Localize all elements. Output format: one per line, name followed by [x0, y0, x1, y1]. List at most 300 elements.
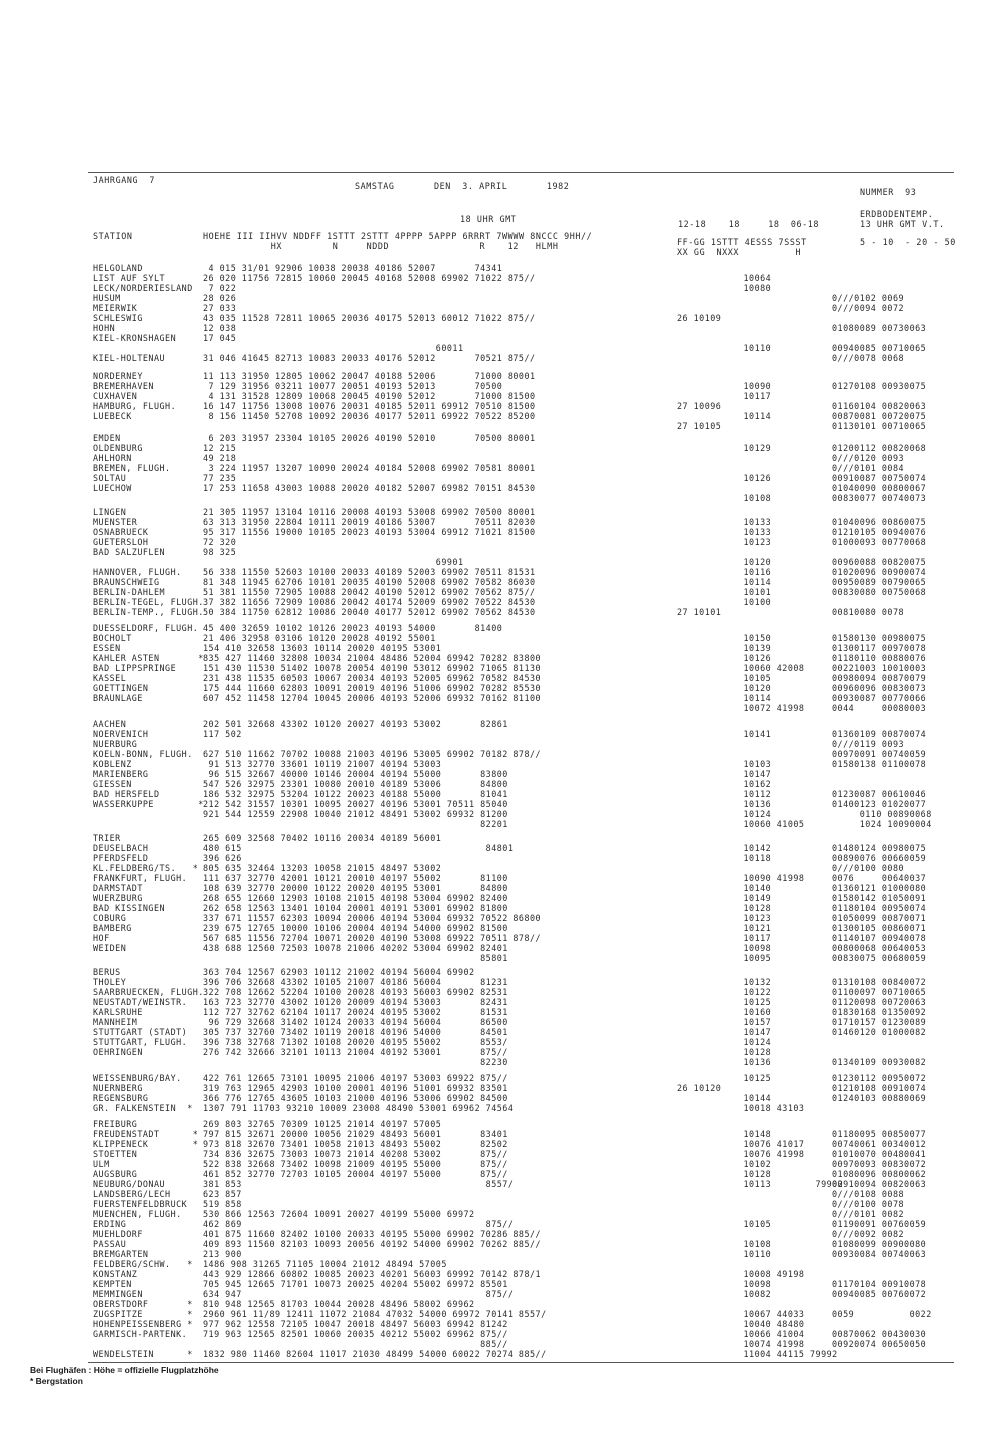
daily-extremes: 10140: [677, 883, 772, 893]
soil-temperature: 00970091 00740059: [832, 749, 927, 759]
station-name: SOLTAU: [93, 473, 127, 483]
synop-data: 98 325: [203, 547, 237, 557]
synop-data: 51 381 11550 72905 10088 20042 40190 52012 69902 70562 875//: [203, 587, 536, 597]
soil-temperature: 01240103 00880069: [832, 1093, 927, 1103]
station-name: ZUGSPITZE *: [93, 1309, 193, 1319]
station-name: MEIERWIK: [93, 303, 138, 313]
station-name: EMDEN: [93, 433, 121, 443]
synop-data: 175 444 11660 62803 10091 20019 40196 51006 69902 70282 85530: [203, 683, 542, 693]
soil-temperature: 00970093 00830072: [832, 1159, 927, 1169]
right-columns-header-1: FF-GG 1STTT 4ESSS 7SSST: [677, 237, 807, 247]
soil-temperature: 01080096 00800062: [832, 1169, 927, 1179]
daily-extremes: 10122: [677, 987, 772, 997]
soil-temperature: 0110 00890068: [832, 809, 932, 819]
daily-extremes: 10105: [677, 1219, 772, 1229]
daily-extremes: 10142: [677, 843, 772, 853]
synop-data: 21 406 32958 03106 10120 20028 40192 55001: [203, 633, 436, 643]
soil-temperature: 0///0094 0072: [832, 303, 905, 313]
station-name: BAD SALZUFLEN: [93, 547, 166, 557]
synop-data: 151 430 11530 51402 10078 20054 40190 53012 69902 71065 81130: [203, 663, 542, 673]
daily-extremes: 10128: [677, 903, 772, 913]
bottom-rule: [88, 1362, 954, 1363]
station-name: GOETTINGEN: [93, 683, 149, 693]
daily-extremes: 10128: [677, 1169, 772, 1179]
soil-temperature: 01360121 01000080: [832, 883, 927, 893]
soil-temperature: 01300105 00860071: [832, 923, 927, 933]
synop-data: 396 626: [203, 853, 242, 863]
station-name: LANDSBERG/LECH: [93, 1189, 171, 1199]
daily-extremes: 10126: [677, 473, 772, 483]
synop-data: 422 761 12665 73101 10095 21006 40197 53003 69922 875//: [203, 1073, 508, 1083]
synop-data: 480 615 84801: [203, 843, 514, 853]
daily-extremes: 10064: [677, 273, 772, 283]
report-number: NUMMER 93: [860, 187, 917, 197]
synop-data: 276 742 32666 32101 10113 21004 40192 53001 875//: [203, 1047, 508, 1057]
synop-data: 977 962 12558 72105 10047 20018 48497 56003 69942 81242: [203, 1319, 508, 1329]
synop-data: 734 836 32675 73003 10073 21014 40208 53002 875//: [203, 1149, 508, 1159]
synop-data: 401 875 11660 82402 10100 20033 40195 55000 69902 70286 885//: [203, 1229, 542, 1239]
synop-data: 11 113 31950 12805 10062 20047 40188 52006 71000 80001: [203, 371, 536, 381]
synop-data: 96 515 32667 40000 10146 20004 40194 55000 83800: [203, 769, 508, 779]
soil-temperature: 0///0102 0069: [832, 293, 905, 303]
synop-data: 519 858: [203, 1199, 242, 1209]
soil-temperature: 0076 00640037: [832, 873, 927, 883]
soil-temperature: 00910087 00750074: [832, 473, 927, 483]
station-name: HELGOLAND: [93, 263, 143, 273]
daily-extremes: 10066 41004: [677, 1329, 805, 1339]
station-name: HOHN: [93, 323, 116, 333]
synop-data: 91 513 32770 33601 10119 21007 40194 53003: [203, 759, 442, 769]
station-name: KOBLENZ: [93, 759, 132, 769]
station-name: MEMMINGEN: [93, 1289, 143, 1299]
synop-data: 705 945 12665 71701 10073 20025 40204 55002 69972 85501: [203, 1279, 508, 1289]
synop-data: 805 635 32464 13203 10058 21015 48497 53002: [203, 863, 442, 873]
synop-data: 627 510 11662 70702 10088 21003 40196 53005 69902 70182 878//: [203, 749, 542, 759]
station-name: GIESSEN: [93, 779, 132, 789]
station-name: KEMPTEN: [93, 1279, 132, 1289]
daily-extremes: 27 10096: [677, 401, 722, 411]
synop-data: 112 727 32762 62104 10117 20024 40195 53002 81531: [203, 1007, 508, 1017]
daily-extremes: 10150: [677, 633, 772, 643]
synop-data: 322 708 12662 52204 10100 20028 40193 56003 69902 82531: [203, 987, 508, 997]
station-name: KOELN-BONN, FLUGH.: [93, 749, 193, 759]
daily-extremes: 10123: [677, 913, 772, 923]
synop-data: 262 658 12563 13401 10104 20001 40191 53001 69902 81800: [203, 903, 508, 913]
daily-extremes: 10098: [677, 943, 772, 953]
station-name: HANNOVER, FLUGH.: [93, 567, 182, 577]
synop-data: 82230: [203, 1057, 508, 1067]
synop-data: 396 738 32768 71302 10108 20020 40195 55002 8553/: [203, 1037, 508, 1047]
daily-extremes: 10060 42008: [677, 663, 805, 673]
station-name: BRAUNSCHWEIG: [93, 577, 160, 587]
station-name: BAD LIPPSPRINGE: [93, 663, 177, 673]
soil-temperature: 01580142 01050091: [832, 893, 927, 903]
station-name: KL.FELDBERG/TS. *: [93, 863, 199, 873]
synop-data: 69901: [203, 557, 464, 567]
daily-extremes: 10147: [677, 769, 772, 779]
synop-data: 81 348 11945 62706 10101 20035 40190 52008 69902 70582 86030: [203, 577, 536, 587]
soil-temperature: 01480124 00980075: [832, 843, 927, 853]
station-name: OSNABRUECK: [93, 527, 149, 537]
soil-temp-time: 13 UHR GMT V.T.: [860, 219, 945, 229]
station-name: FREUDENSTADT *: [93, 1129, 199, 1139]
station-name: DEUSELBACH: [93, 843, 149, 853]
station-name: NOERVENICH: [93, 729, 149, 739]
synop-data: 265 609 32568 70402 10116 20034 40189 56001: [203, 833, 442, 843]
soil-temperature: 00910094 00820063: [832, 1179, 927, 1189]
soil-temperature: 00830080 00750068: [832, 587, 927, 597]
synop-data: 366 776 12765 43605 10103 21000 40196 53006 69902 84500: [203, 1093, 508, 1103]
soil-temperature: 01270108 00930075: [832, 381, 927, 391]
station-name: KARLSRUHE: [93, 1007, 143, 1017]
station-name: KIEL-HOLTENAU: [93, 353, 166, 363]
synop-data: 163 723 32770 43002 10120 20009 40194 53003 82431: [203, 997, 508, 1007]
soil-temperature: 00930084 00740063: [832, 1249, 927, 1259]
station-name: BREMGARTEN: [93, 1249, 149, 1259]
daily-extremes: 10136: [677, 1057, 772, 1067]
synop-data: 522 838 32668 73402 10098 21009 40195 55000 875//: [203, 1159, 508, 1169]
daily-extremes: 10114: [677, 577, 772, 587]
soil-temperature: 0///0101 0084: [832, 463, 905, 473]
soil-temperature: 01460120 01000082: [832, 1027, 927, 1037]
station-name: DARMSTADT: [93, 883, 143, 893]
daily-extremes: 10113 79902: [677, 1179, 844, 1189]
synop-data: 797 815 32671 20000 10056 21029 48493 56001 83401: [203, 1129, 508, 1139]
soil-temperature: 00810080 0078: [832, 607, 905, 617]
daily-extremes: 10108: [677, 1239, 772, 1249]
daily-extremes: 10120: [677, 557, 772, 567]
station-name: BOCHOLT: [93, 633, 132, 643]
station-name: CUXHAVEN: [93, 391, 138, 401]
daily-extremes: 10144: [677, 1093, 772, 1103]
daily-extremes: 10110: [677, 1249, 772, 1259]
synop-data: 2960 961 11/89 12411 11072 21084 47032 54000 69972 70141 8557/: [203, 1309, 547, 1319]
daily-extremes: 10072 41998: [677, 703, 805, 713]
daily-extremes: 10082: [677, 1289, 772, 1299]
station-name: TRIER: [93, 833, 121, 843]
soil-temperature: 01200112 00820068: [832, 443, 927, 453]
synop-data: 111 637 32770 42001 10121 20010 40197 55002 81100: [203, 873, 508, 883]
station-name: PFERDSFELD: [93, 853, 149, 863]
station-name: BERLIN-DAHLEM: [93, 587, 166, 597]
synop-data: 3 224 11957 13207 10090 20024 40184 52008 69902 70581 80001: [203, 463, 536, 473]
soil-temperature: 00920074 00650050: [832, 1339, 927, 1349]
synop-data: 37 382 11656 72909 10086 20042 40174 52009 69902 70522 84530: [203, 597, 536, 607]
soil-temperature: 0///0120 0093: [832, 453, 905, 463]
station-name: PASSAU: [93, 1239, 127, 1249]
daily-extremes: 10121: [677, 923, 772, 933]
soil-temperature: 00830077 00740073: [832, 493, 927, 503]
daily-extremes: 10101: [677, 587, 772, 597]
station-column-header: STATION: [93, 231, 133, 241]
daily-extremes: 10008 49198: [677, 1269, 805, 1279]
soil-temperature: 0///0100 0078: [832, 1199, 905, 1209]
daily-extremes: 10149: [677, 893, 772, 903]
station-name: LIST AUF SYLT: [93, 273, 166, 283]
daily-extremes: 10108: [677, 493, 772, 503]
soil-temperature: 01180104 00950074: [832, 903, 927, 913]
station-name: KAHLER ASTEN *: [93, 653, 204, 663]
soil-temperature: 01580130 00980075: [832, 633, 927, 643]
soil-temperature: 00800068 00640053: [832, 943, 927, 953]
soil-temp-title: ERDBODENTEMP.: [860, 209, 934, 219]
station-name: NUERBURG: [93, 739, 138, 749]
station-name: BRAUNLAGE: [93, 693, 143, 703]
daily-extremes: 10160: [677, 1007, 772, 1017]
synop-data: 117 502: [203, 729, 242, 739]
station-name: AHLHORN: [93, 453, 132, 463]
synop-data: 154 410 32658 13603 10114 20020 40195 53001: [203, 643, 442, 653]
synop-data: 63 313 31950 22804 10111 20019 40186 53007 70511 82030: [203, 517, 536, 527]
station-name: ULM: [93, 1159, 110, 1169]
daily-extremes: 10125: [677, 1073, 772, 1083]
daily-extremes: 10040 48480: [677, 1319, 805, 1329]
soil-temperature: 01140107 00940078: [832, 933, 927, 943]
synop-data: 443 929 12866 60802 10085 20023 40201 56003 69992 70142 878/1: [203, 1269, 542, 1279]
synop-data: 547 526 32975 23301 10080 20010 40189 53006 84800: [203, 779, 508, 789]
daily-extremes: 10110: [677, 343, 772, 353]
station-name: LECK/NORDERIESLAND: [93, 283, 193, 293]
station-name: SCHLESWIG: [93, 313, 143, 323]
soil-temperature: 00870081 00720075: [832, 411, 927, 421]
synop-data: 186 532 32975 53204 10122 20023 40188 55000 81041: [203, 789, 508, 799]
station-name: GUETERSLOH: [93, 537, 149, 547]
station-name: SAARBRUECKEN, FLUGH.: [93, 987, 204, 997]
soil-temperature: 0///0108 0088: [832, 1189, 905, 1199]
daily-extremes: 10090: [677, 381, 772, 391]
synop-data: 1486 908 31265 71105 10004 21012 48494 57005: [203, 1259, 447, 1269]
soil-temperature: 0044 00080003: [832, 703, 927, 713]
footnote-mountain-station: * Bergstation: [30, 1376, 83, 1386]
synop-data: 21 305 11957 13104 10116 20008 40193 53008 69902 70500 80001: [203, 507, 536, 517]
synop-data: 530 866 12563 72604 10091 20027 40199 55000 69972: [203, 1209, 475, 1219]
soil-temperature: 0059 0022: [832, 1309, 932, 1319]
soil-temperature: 00940085 00710065: [832, 343, 927, 353]
station-name: STUTTGART (STADT): [93, 1027, 188, 1037]
station-name: MARIENBERG: [93, 769, 149, 779]
station-name: KLIPPENECK *: [93, 1139, 199, 1149]
soil-temperature: 01230112 00950072: [832, 1073, 927, 1083]
synop-data: 1832 980 11460 82604 11017 21030 48499 54000 60022 70274 885//: [203, 1349, 547, 1359]
daily-extremes: 10118: [677, 853, 772, 863]
daily-extremes: 26 10109: [677, 313, 722, 323]
daily-extremes: 10133: [677, 517, 772, 527]
station-name: NEUSTADT/WEINSTR.: [93, 997, 188, 1007]
daily-extremes: 10162: [677, 779, 772, 789]
synop-data: 26 020 11756 72815 10060 20045 40168 52008 69902 71022 875//: [203, 273, 536, 283]
synop-data: 85801: [203, 953, 508, 963]
soil-temperature: 0///0100 0080: [832, 863, 905, 873]
soil-temperature: 01000093 00770068: [832, 537, 927, 547]
soil-temperature: 01160104 00820063: [832, 401, 927, 411]
soil-temperature: 01040096 00860075: [832, 517, 927, 527]
station-name: OLDENBURG: [93, 443, 143, 453]
jahrgang-label: JAHRGANG 7: [93, 175, 156, 185]
daily-extremes: 10060 41005: [677, 819, 805, 829]
soil-temperature: 01130101 00710065: [832, 421, 927, 431]
daily-extremes: 10100: [677, 597, 772, 607]
daily-extremes: 10114: [677, 411, 772, 421]
daily-extremes: 10129: [677, 443, 772, 453]
synop-data: 4 131 31528 12809 10068 20045 40190 52012 71000 81500: [203, 391, 536, 401]
station-name: DUESSELDORF, FLUGH.: [93, 623, 199, 633]
code-columns-header-1: HOEHE III IIHVV NDDFF 1STTT 2STTT 4PPPP 5APPP 6RRRT 7WWWW 8NCCC 9HH//: [203, 231, 593, 241]
synop-data: 95 317 11556 19000 10105 20023 40193 53004 69912 71021 81500: [203, 527, 536, 537]
daily-extremes: 10102: [677, 1159, 772, 1169]
synop-data: 56 338 11550 52603 10100 20033 40189 52003 69902 70511 81531: [203, 567, 536, 577]
daily-extremes: 27 10105: [677, 421, 722, 431]
soil-temperature: 00930087 00770066: [832, 693, 927, 703]
soil-temperature: 01010070 00480041: [832, 1149, 927, 1159]
synop-data: 363 704 12567 62903 10112 21002 40194 56004 69902: [203, 967, 475, 977]
soil-temperature: 01020096 00900074: [832, 567, 927, 577]
synop-data: 17 045: [203, 333, 237, 343]
soil-temperature: 01710157 01230089: [832, 1017, 927, 1027]
daily-extremes: 10147: [677, 1027, 772, 1037]
top-rule: [88, 172, 954, 173]
station-name: LINGEN: [93, 507, 127, 517]
synop-data: 27 033: [203, 303, 237, 313]
synop-data: 921 544 12559 22908 10040 21012 48491 53002 69932 81200: [203, 809, 508, 819]
station-name: BAMBERG: [93, 923, 132, 933]
soil-temperature: 01300117 00970078: [832, 643, 927, 653]
station-name: LUEBECK: [93, 411, 132, 421]
soil-temperature: 00890076 00660059: [832, 853, 927, 863]
station-name: KIEL-KRONSHAGEN: [93, 333, 177, 343]
station-name: NUERNBERG: [93, 1083, 143, 1093]
soil-temperature: 01050099 00870071: [832, 913, 927, 923]
daily-extremes: 10141: [677, 729, 772, 739]
synop-data: 337 671 11557 62303 10094 20006 40194 53004 69932 70522 86800: [203, 913, 542, 923]
right-columns-header-2: XX GG NXXX H: [677, 247, 802, 257]
soil-temperature: 01120098 00720063: [832, 997, 927, 1007]
daily-extremes: 10067 44033: [677, 1309, 805, 1319]
report-date: SAMSTAG DEN 3. APRIL 1982: [355, 181, 570, 191]
station-name: STOETTEN: [93, 1149, 138, 1159]
daily-extremes: 10124: [677, 809, 772, 819]
station-name: BAD HERSFELD: [93, 789, 160, 799]
station-name: NORDERNEY: [93, 371, 143, 381]
right-columns-times: 12-18 18 18 06-18: [678, 219, 820, 229]
station-name: BAD KISSINGEN: [93, 903, 166, 913]
soil-temperature: 01170104 00910078: [832, 1279, 927, 1289]
soil-temperature: 01310108 00840072: [832, 977, 927, 987]
synop-data: 72 320: [203, 537, 237, 547]
synop-data: 7 022: [203, 283, 237, 293]
soil-temperature: 01830168 01350092: [832, 1007, 927, 1017]
station-name: FRANKFURT, FLUGH.: [93, 873, 188, 883]
daily-extremes: 10139: [677, 643, 772, 653]
synop-data: 17 253 11658 43003 10088 20020 40182 52007 69982 70151 84530: [203, 483, 536, 493]
daily-extremes: 10124: [677, 1037, 772, 1047]
synop-data: 49 218: [203, 453, 237, 463]
synop-data: 567 685 11556 72704 10071 20020 40190 53008 69922 70511 878//: [203, 933, 542, 943]
synop-data: 6 203 31957 23304 10105 20026 40190 52010 70500 80001: [203, 433, 536, 443]
footnote-airport-height: Bei Flughäfen : Höhe = offizielle Flugplatzhöhe: [30, 1365, 219, 1375]
station-name: WEISSENBURG/BAY.: [93, 1073, 182, 1083]
daily-extremes: 10133: [677, 527, 772, 537]
synop-data: 28 026: [203, 293, 237, 303]
station-name: MUENSTER: [93, 517, 138, 527]
daily-extremes: 10103: [677, 759, 772, 769]
soil-temperature: 1024 10090004: [832, 819, 932, 829]
synop-data: 16 147 11756 13008 10076 20031 40185 52011 69912 70510 81500: [203, 401, 536, 411]
station-name: FREIBURG: [93, 1119, 138, 1129]
station-name: THOLEY: [93, 977, 127, 987]
synop-data: 268 655 12660 12903 10108 21015 40198 53004 69902 82400: [203, 893, 508, 903]
daily-extremes: 10125: [677, 997, 772, 1007]
daily-extremes: 26 10120: [677, 1083, 722, 1093]
synop-data: 396 706 32668 43302 10105 21007 40186 56004 81231: [203, 977, 508, 987]
synop-data: 82201: [203, 819, 508, 829]
station-name: OEHRINGEN: [93, 1047, 143, 1057]
synop-data: 4 015 31/01 92906 10038 20038 40186 52007 74341: [203, 263, 503, 273]
daily-extremes: 10148: [677, 1129, 772, 1139]
synop-data: 409 893 11560 82103 10093 20056 40192 54000 69902 70262 885//: [203, 1239, 542, 1249]
station-name: HAMBURG, FLUGH.: [93, 401, 177, 411]
synop-data: 461 852 32770 72703 10105 20004 40197 55000 875//: [203, 1169, 508, 1179]
synop-data: 462 869 875//: [203, 1219, 514, 1229]
soil-temperature: 00960088 00820075: [832, 557, 927, 567]
daily-extremes: 10123: [677, 537, 772, 547]
soil-temperature: 00940085 00760072: [832, 1289, 927, 1299]
soil-temperature: 00221003 10010003: [832, 663, 927, 673]
station-name: LUECHOW: [93, 483, 132, 493]
soil-temperature: 01190091 00760059: [832, 1219, 927, 1229]
daily-extremes: 10018 43103: [677, 1103, 805, 1113]
synop-data: 50 384 11750 62812 10086 20040 40177 52012 69902 70562 84530: [203, 607, 536, 617]
soil-temperature: 0///0119 0093: [832, 739, 905, 749]
daily-extremes: 10132: [677, 977, 772, 987]
daily-extremes: 27 10101: [677, 607, 722, 617]
synop-data: 239 675 12765 10000 10106 20004 40194 54000 69902 81500: [203, 923, 508, 933]
daily-extremes: 10095: [677, 953, 772, 963]
station-name: BERLIN-TEGEL, FLUGH.: [93, 597, 204, 607]
station-name: NEUBURG/DONAU: [93, 1179, 166, 1189]
daily-extremes: 10076 41998: [677, 1149, 805, 1159]
station-name: FELDBERG/SCHW. *: [93, 1259, 193, 1269]
synop-data: 885//: [203, 1339, 508, 1349]
daily-extremes: 10120: [677, 683, 772, 693]
synop-data: 212 542 31557 10301 10095 20027 40196 53001 70511 85040: [203, 799, 508, 809]
synop-data: 45 400 32659 10102 10126 20023 40193 54000 81400: [203, 623, 503, 633]
synop-data: 623 857: [203, 1189, 242, 1199]
daily-extremes: 10090 41998: [677, 873, 805, 883]
soil-temperature: 01400123 01020077: [832, 799, 927, 809]
synop-data: 319 763 12965 42903 10100 20001 40196 51001 69932 83501: [203, 1083, 508, 1093]
daily-extremes: 10117: [677, 391, 772, 401]
station-name: WENDELSTEIN *: [93, 1349, 193, 1359]
station-name: GR. FALKENSTEIN *: [93, 1103, 193, 1113]
synop-data: 96 729 32668 31402 10124 20033 40194 56004 86500: [203, 1017, 508, 1027]
station-name: STUTTGART, FLUGH.: [93, 1037, 188, 1047]
station-name: KASSEL: [93, 673, 127, 683]
station-name: WEIDEN: [93, 943, 127, 953]
synop-data: 202 501 32668 43302 10120 20027 40193 53002 82861: [203, 719, 508, 729]
soil-temperature: 01230087 00610046: [832, 789, 927, 799]
station-name: KONSTANZ: [93, 1269, 138, 1279]
soil-temperature: 00740061 00340012: [832, 1139, 927, 1149]
daily-extremes: 10114: [677, 693, 772, 703]
daily-extremes: 10128: [677, 1047, 772, 1057]
synop-data: 835 427 11460 32808 10034 21004 48486 52004 69942 70282 83800: [203, 653, 542, 663]
soil-temperature: 01580138 01100078: [832, 759, 927, 769]
station-name: ESSEN: [93, 643, 121, 653]
station-name: BERUS: [93, 967, 121, 977]
station-name: HOF: [93, 933, 110, 943]
soil-temperature: 0///0101 0082: [832, 1209, 905, 1219]
soil-temperature: 01040090 00800067: [832, 483, 927, 493]
